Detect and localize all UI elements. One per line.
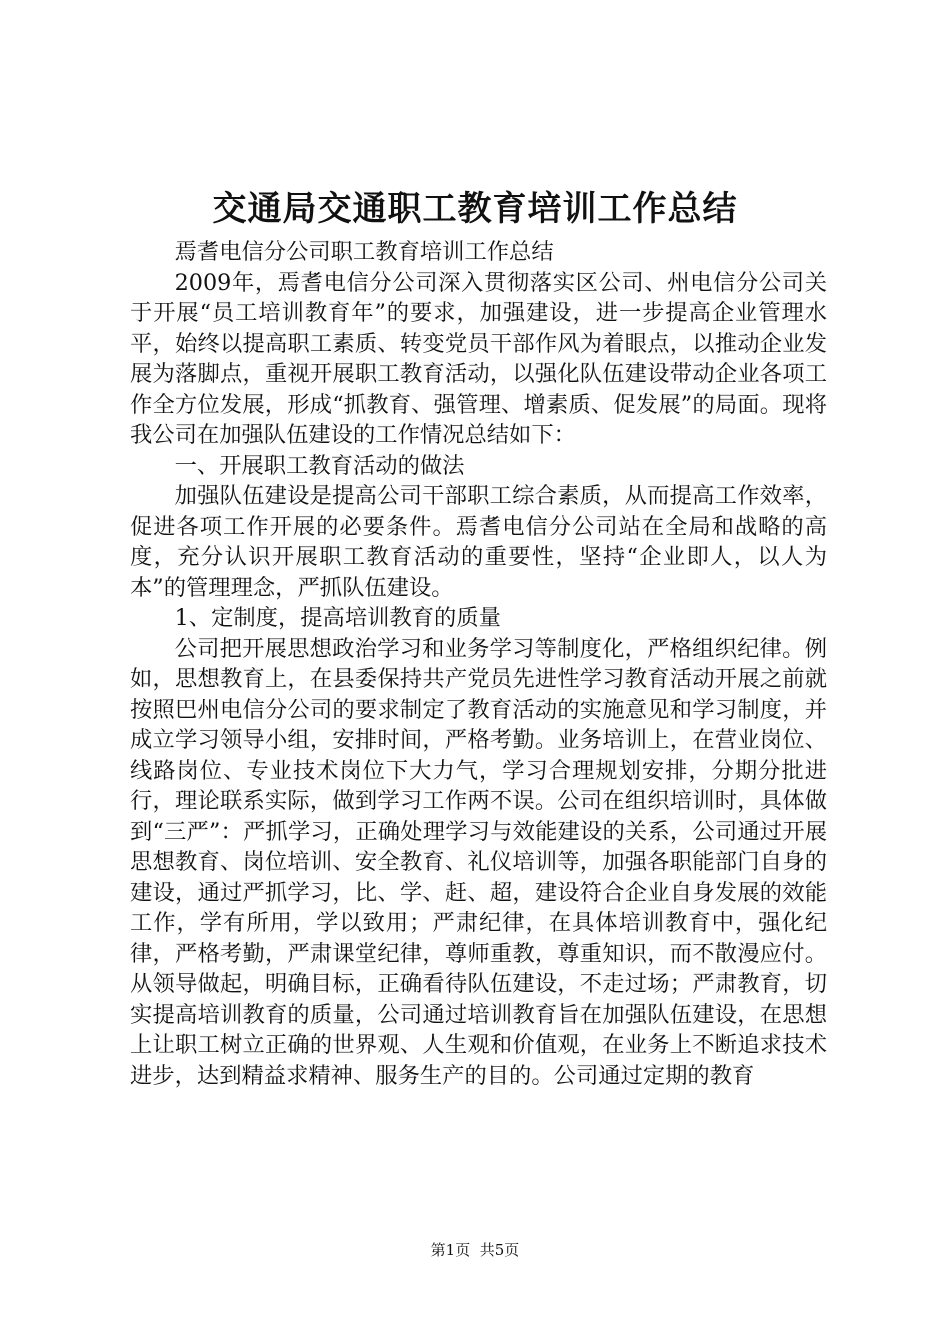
document-title: 交通局交通职工教育培训工作总结 — [212, 189, 738, 229]
intro-paragraph: 2009年，焉耆电信分公司深入贯彻落实区公司、州电信分公司关于开展“员工培训教育年”的要求，加强建设，进一步提高企业管理水平，始终以提高职工素质、转变党员干部作风为着眼点，以推动企业发展为落脚点，重视开展职工教育活动，以强化队伍建设带动企业各项工作全方位发展，形成“抓教育、强管理、增素质、促发展”的局面。现将我公司在加强队伍建设的工作情况总结如下： — [130, 269, 827, 448]
page-number: 第1页 — [430, 1241, 471, 1259]
document-body — [130, 237, 827, 1091]
subsection-heading: 1、定制度，提高培训教育的质量 — [174, 605, 501, 631]
page-footer — [0, 1240, 950, 1260]
subtitle-paragraph: 焉耆电信分公司职工教育培训工作总结 — [174, 239, 554, 265]
body-paragraph: 加强队伍建设是提高公司干部职工综合素质，从而提高工作效率，促进各项工作开展的必要条件。焉耆电信分公司站在全局和战略的高度，充分认识开展职工教育活动的重要性，坚持“企业即人，以人为本”的管理理念，严抓队伍建设。 — [130, 483, 827, 601]
page-total: 共5页 — [479, 1241, 520, 1259]
body-paragraph: 公司把开展思想政治学习和业务学习等制度化，严格组织纪律。例如，思想教育上，在县委保持共产党员先进性学习教育活动开展之前就按照巴州电信分公司的要求制定了教育活动的实施意见和学习制度，并成立学习领导小组，安排时间，严格考勤。业务培训上，在营业岗位、线路岗位、专业技术岗位下大力气，学习合理规划安排，分期分批进行，理论联系实际，做到学习工作两不误。公司在组织培训时，具体做到“三严”：严抓学习，正确处理学习与效能建设的关系，公司通过开展思想教育、岗位培训、安全教育、礼仪培训等，加强各职能部门自身的建设，通过严抓学习，比、学、赶、超，建设符合企业自身发展的效能工作，学有所用，学以致用；严肃纪律，在具体培训教育中，强化纪律，严格考勤，严肃课堂纪律，尊师重教，尊重知识，而不散漫应付。从领导做起，明确目标，正确看待队伍建设，不走过场；严肃教育，切实提高培训教育的质量，公司通过培训教育旨在加强队伍建设，在思想上让职工树立正确的世界观、人生观和价值观，在业务上不断追求技术进步，达到精益求精神、服务生产的目的。公司通过定期的教育 — [130, 635, 827, 1089]
section-heading: 一、开展职工教育活动的做法 — [174, 452, 465, 479]
